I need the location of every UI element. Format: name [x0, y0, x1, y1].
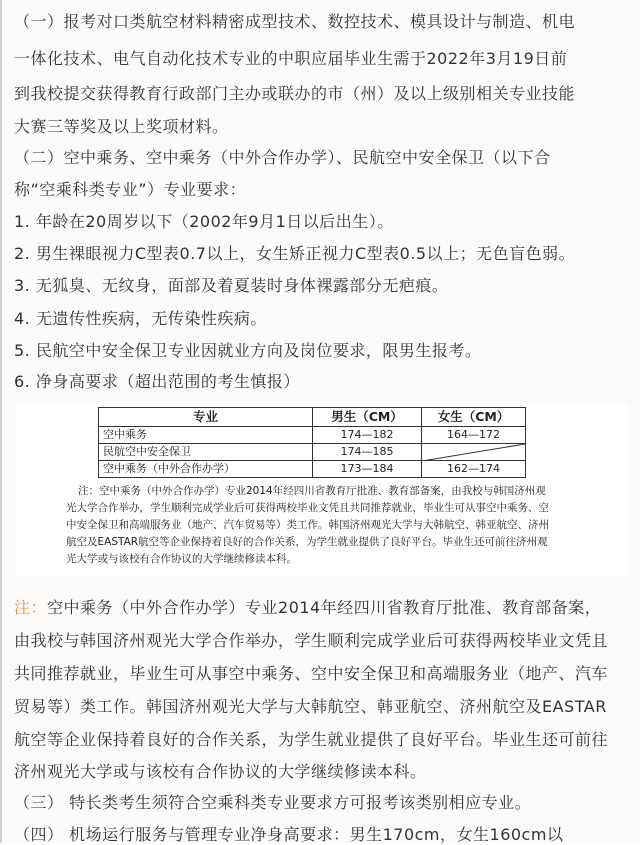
table-cell-major: 空中乘务（中外合作办学）	[99, 461, 313, 478]
section2-line: 称“空乘科类专业”）专业要求：	[14, 180, 247, 199]
requirement-item: 4. 无遗传性疾病，无传染性疾病。	[14, 309, 267, 328]
table-cell-female: 162—174	[422, 461, 526, 478]
note-label: 注：	[14, 598, 48, 617]
note-first-line	[14, 598, 601, 618]
table-footnote-line: 光大学或与该校有合作协议的大学继续修读本科。	[66, 553, 297, 565]
table-cell-male: 174—182	[313, 427, 422, 444]
section3-line: （三） 特长类考生须符合空乘科类专业要求方可报考该类别相应专业。	[14, 793, 532, 812]
section4-line: （四） 机场运行服务与管理专业净身高要求：男生170cm，女生160cm以	[14, 825, 564, 844]
table-row	[99, 444, 526, 461]
table-cell-male: 173—184	[313, 461, 422, 478]
table-footnote-line: 航空及EASTAR航空等企业保持着良好的合作关系，为学生就业提供了良好平台。毕业生还可前往济州观	[66, 536, 548, 548]
note-line: 济州观光大学或与该校有合作协议的大学继续修读本科。	[14, 762, 427, 781]
table-cell-female-na	[422, 444, 526, 461]
intro-line: （一）报考对口类航空材料精密成型技术、数控技术、模具设计与制造、机电	[14, 12, 576, 31]
table-cell-female: 164—172	[422, 427, 526, 444]
table-header-major: 专业	[99, 408, 313, 427]
table-footnote-line: 注：空中乘务（中外合作办学）专业2014年经四川省教育厅批准、教育部备案，由我校与韩国济州观	[78, 485, 546, 497]
table-cell-major: 空中乘务	[99, 427, 313, 444]
table-footnote-line: 中安全保卫和高端服务业（地产、汽车贸易等）类工作。韩国济州观光大学与大韩航空、韩亚航空、济州	[66, 519, 549, 531]
note-line: 贸易等）类工作。韩国济州观光大学与大韩航空、韩亚航空、济州航空及EASTAR	[14, 697, 607, 716]
section2-line: （二）空中乘务、空中乘务（中外合作办学）、民航空中安全保卫（以下合	[14, 148, 551, 167]
table-header-female: 女生（CM）	[422, 408, 526, 427]
intro-line: 一体化技术、电气自动化技术专业的中职应届毕业生需于2022年3月19日前	[14, 49, 568, 68]
table-cell-major: 民航空中安全保卫	[99, 444, 313, 461]
note-line: 航空等企业保持着良好的合作关系，为学生就业提供了良好平台。毕业生还可前往	[14, 730, 609, 749]
diagonal-slash	[422, 444, 525, 461]
table-header-row	[99, 408, 526, 427]
table-row	[99, 427, 526, 444]
table-row	[99, 461, 526, 478]
note-text: 空中乘务（中外合作办学）专业2014年经四川省教育厅批准、教育部备案，	[47, 598, 602, 617]
intro-line: 到我校提交获得教育行政部门主办或联办的市（州）及以上级别相关专业技能	[14, 84, 576, 103]
requirement-item: 3. 无狐臭、无纹身，面部及着夏装时身体裸露部分无疤痕。	[14, 276, 449, 295]
requirement-item: 1. 年龄在20周岁以下（2002年9月1日以后出生）。	[14, 212, 394, 231]
table-cell-male: 174—185	[313, 444, 422, 461]
intro-line: 大赛三等奖及以上奖项材料。	[14, 117, 229, 136]
requirement-item: 6. 净身高要求（超出范围的考生慎报）	[14, 372, 300, 391]
height-requirement-table	[98, 407, 526, 478]
table-footnote	[66, 483, 606, 568]
table-footnote-line: 光大学合作举办，学生顺利完成学业后可获得两校毕业文凭且共同推荐就业，毕业生可从事空中乘务、空	[66, 502, 549, 514]
requirement-item: 5. 民航空中安全保卫专业因就业方向及岗位要求，限男生报考。	[14, 341, 482, 360]
note-line: 共同推荐就业，毕业生可从事空中乘务、空中安全保卫和高端服务业（地产、汽车	[14, 664, 609, 683]
table-header-male: 男生（CM）	[313, 408, 422, 427]
requirement-item: 2. 男生裸眼视力C型表0.7以上，女生矫正视力C型表0.5以上；无色盲色弱。	[14, 244, 576, 263]
height-requirement-table-block	[16, 403, 628, 575]
note-line: 由我校与韩国济州观光大学合作举办，学生顺利完成学业后可获得两校毕业文凭且	[14, 631, 609, 650]
